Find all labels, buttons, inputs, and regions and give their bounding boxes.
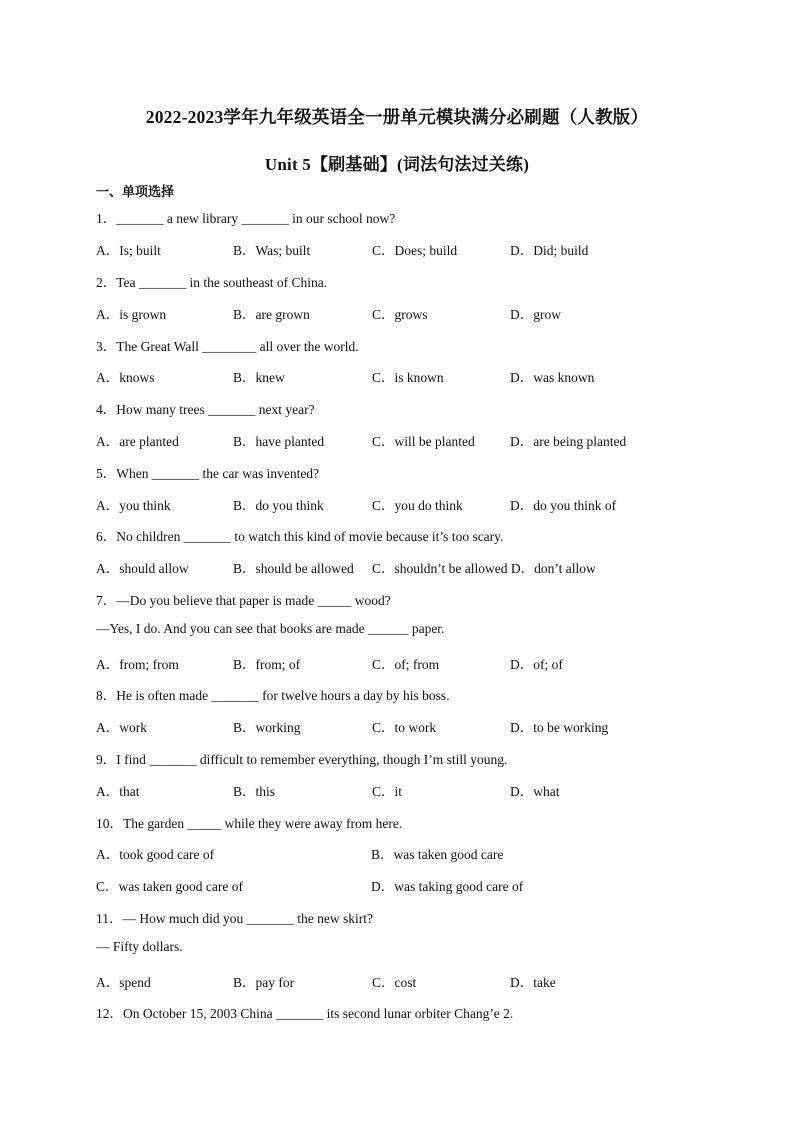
option-b[interactable]: B．should be allowed <box>233 561 354 576</box>
option-d[interactable]: D．of; of <box>510 657 563 672</box>
question-2: 2．Tea _______ in the southeast of China. <box>96 275 328 290</box>
option-c[interactable]: C．you do think <box>372 498 463 513</box>
section-heading: 一、单项选择 <box>96 185 175 200</box>
question-4: 4．How many trees _______ next year? <box>96 402 315 417</box>
option-b[interactable]: B．working <box>233 720 301 735</box>
option-a[interactable]: A．from; from <box>96 657 179 672</box>
question-11-line-2: — Fifty dollars. <box>96 939 183 954</box>
option-b[interactable]: B．have planted <box>233 434 325 449</box>
question-6: 6．No children _______ to watch this kind of movie because it’s too scary. <box>96 529 504 544</box>
question-5: 5．When _______ the car was invented? <box>96 466 320 481</box>
question-7: 7．—Do you believe that paper is made _____ wood? <box>96 593 391 608</box>
option-a[interactable]: A．knows <box>96 370 155 385</box>
option-d[interactable]: D．was known <box>510 370 595 385</box>
option-c[interactable]: C．it <box>372 784 403 799</box>
option-d[interactable]: D．do you think of <box>510 498 617 513</box>
option-c[interactable]: C．will be planted <box>372 434 475 449</box>
option-c[interactable]: C．was taken good care of <box>96 879 243 894</box>
option-a[interactable]: A．you think <box>96 498 171 513</box>
option-d[interactable]: D．take <box>510 975 556 990</box>
option-a[interactable]: A．are planted <box>96 434 179 449</box>
option-a[interactable]: A．that <box>96 784 140 799</box>
option-a[interactable]: A．took good care of <box>96 847 215 862</box>
option-c[interactable]: C．Does; build <box>372 243 458 258</box>
option-b[interactable]: B．are grown <box>233 307 310 322</box>
page-title: 2022-2023学年九年级英语全一册单元模块满分必刷题（人教版） <box>145 107 649 127</box>
option-d[interactable]: D．was taking good care of <box>371 879 524 894</box>
option-d[interactable]: D．Did; build <box>510 243 589 258</box>
question-8: 8．He is often made _______ for twelve hours a day by his boss. <box>96 688 450 703</box>
question-12: 12．On October 15, 2003 China _______ its second lunar orbiter Chang’e 2. <box>96 1006 514 1021</box>
option-a[interactable]: A．work <box>96 720 147 735</box>
option-a[interactable]: A．is grown <box>96 307 167 322</box>
option-c-d[interactable]: C．shouldn’t be allowed D．don’t allow <box>372 561 596 576</box>
option-b[interactable]: B．was taken good care <box>371 847 504 862</box>
option-a[interactable]: A．Is; built <box>96 243 161 258</box>
option-b[interactable]: B．do you think <box>233 498 324 513</box>
option-c[interactable]: C．to work <box>372 720 437 735</box>
option-c[interactable]: C．is known <box>372 370 444 385</box>
page-subtitle: Unit 5【刷基础】(词法句法过关练) <box>264 155 530 174</box>
question-7-line-2: —Yes, I do. And you can see that books are made ______ paper. <box>96 621 445 636</box>
option-a[interactable]: A．spend <box>96 975 151 990</box>
option-c[interactable]: C．of; from <box>372 657 440 672</box>
option-d[interactable]: D．grow <box>510 307 561 322</box>
option-d[interactable]: D．to be working <box>510 720 609 735</box>
option-b[interactable]: B．from; of <box>233 657 301 672</box>
option-b[interactable]: B．knew <box>233 370 285 385</box>
question-9: 9．I find _______ difficult to remember everything, though I’m still young. <box>96 752 508 767</box>
option-a[interactable]: A．should allow <box>96 561 189 576</box>
option-c[interactable]: C．grows <box>372 307 428 322</box>
option-d[interactable]: D．what <box>510 784 560 799</box>
option-d[interactable]: D．are being planted <box>510 434 627 449</box>
question-10: 10．The garden _____ while they were away from here. <box>96 816 403 831</box>
option-b[interactable]: B．Was; built <box>233 243 311 258</box>
question-11: 11．— How much did you _______ the new skirt? <box>96 911 373 926</box>
option-b[interactable]: B．pay for <box>233 975 295 990</box>
option-c[interactable]: C．cost <box>372 975 417 990</box>
question-1: 1．_______ a new library _______ in our school now? <box>96 211 396 226</box>
option-b[interactable]: B．this <box>233 784 276 799</box>
question-3: 3．The Great Wall ________ all over the world. <box>96 339 359 354</box>
